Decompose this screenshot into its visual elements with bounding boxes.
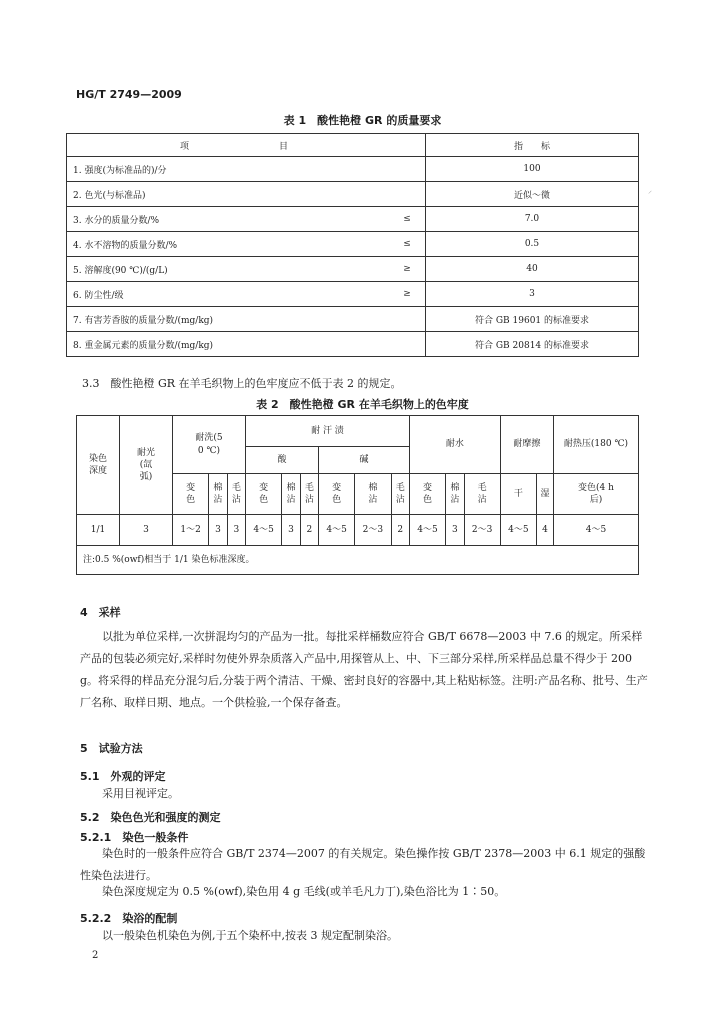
value-cell: 7.0: [426, 207, 639, 232]
table-row: [67, 182, 639, 207]
value-cell: 40: [426, 257, 639, 282]
table-row: [67, 207, 639, 232]
section-5-2-1-paragraph-2: 染色深度规定为 0.5 %(owf),染色用 4 g 毛线(或羊毛凡力丁),染色浴比为 1∶50。: [102, 885, 506, 898]
table1-col-value: 指 标: [426, 134, 639, 157]
section-5-1-paragraph: 采用目视评定。: [102, 787, 179, 800]
cell-press-change: 4～5: [554, 515, 639, 546]
item-cell: 5. 溶解度(90 ℃)/(g/L): [67, 257, 390, 282]
table2: [76, 415, 639, 575]
table2-note-row: [77, 546, 639, 575]
value-cell: 3: [426, 282, 639, 307]
header-depth: 染色深度: [77, 416, 120, 515]
value-cell: 近似～微: [426, 182, 639, 207]
cell-wash-change: 1～2: [173, 515, 209, 546]
clause-3-3: 3.3 酸性艳橙 GR 在羊毛织物上的色牢度应不低于表 2 的规定。: [82, 377, 402, 390]
sub-wool: 毛沾: [300, 474, 318, 515]
cell-acid-cotton: 3: [282, 515, 300, 546]
sub-press-change: 变色(4 h后): [554, 474, 639, 515]
item-cell: 1. 强度(为标准品的)/分: [67, 157, 390, 182]
table-row: [67, 307, 639, 332]
value-cell: 0.5: [426, 232, 639, 257]
cell-water-wool: 2～3: [464, 515, 500, 546]
header-rub: 耐摩擦: [500, 416, 553, 474]
item-cell: 2. 色光(与标准品): [67, 182, 390, 207]
sub-change: 变色: [246, 474, 282, 515]
section-5-2-heading: 5.2 染色色光和强度的测定: [80, 811, 221, 824]
cell-light: 3: [120, 515, 173, 546]
table1-col-item: 项 目: [67, 134, 426, 157]
table-row: [67, 157, 639, 182]
operator-cell: ≥: [389, 282, 426, 307]
sub-cotton: 棉沾: [282, 474, 300, 515]
header-press: 耐热压(180 ℃): [554, 416, 639, 474]
cell-water-change: 4～5: [409, 515, 445, 546]
section-4-paragraph: 以批为单位采样,一次拼混均匀的产品为一批。每批采样桶数应符合 GB/T 6678—2003 中 7.6 的规定。所采样产品的包装必须完好,采样时勿使外界杂质落入产品中,用探管从上、中、下三部分采样,所采样品总量不得少于 200 g。将采得的样品充分混匀后,分装于两个清洁、干燥、密封良好的容器中,其上粘贴标签。注明:产品名称、批号、生产厂名称、取样日期、地点。一个供检验,一个保存备查。: [80, 630, 648, 709]
table-row: [67, 332, 639, 357]
cell-acid-change: 4～5: [246, 515, 282, 546]
page-number: 2: [92, 950, 99, 961]
header-alkali: 碱: [319, 447, 410, 474]
section-5-2-2-heading: 5.2.2 染浴的配制: [80, 912, 178, 925]
table-row: [67, 257, 639, 282]
cell-alk-wool: 2: [391, 515, 409, 546]
operator-cell: [389, 157, 426, 182]
table-row: [67, 282, 639, 307]
header-water: 耐水: [409, 416, 500, 474]
item-cell: 8. 重金属元素的质量分数/(mg/kg): [67, 332, 390, 357]
item-cell: 6. 防尘性/级: [67, 282, 390, 307]
operator-cell: ≥: [389, 257, 426, 282]
item-cell: 7. 有害芳香胺的质量分数/(mg/kg): [67, 307, 390, 332]
sub-dry: 干: [500, 474, 536, 515]
section-5-heading: 5 试验方法: [80, 742, 143, 755]
operator-cell: ≤: [389, 232, 426, 257]
cell-wash-cotton: 3: [209, 515, 227, 546]
item-cell: 3. 水分的质量分数/%: [67, 207, 390, 232]
table1-header-row: [67, 134, 639, 157]
sub-change: 变色: [319, 474, 355, 515]
table-row: [67, 232, 639, 257]
value-cell: 100: [426, 157, 639, 182]
item-cell: 4. 水不溶物的质量分数/%: [67, 232, 390, 257]
sub-wool: 毛沾: [391, 474, 409, 515]
cell-alk-cotton: 2～3: [355, 515, 391, 546]
operator-cell: [389, 182, 426, 207]
section-5-2-2-paragraph: 以一般染色机染色为例,于五个染杯中,按表 3 规定配制染浴。: [102, 929, 398, 942]
table2-note: 注:0.5 %(owf)相当于 1/1 染色标准深度。: [77, 546, 639, 575]
header-wash: 耐洗(50 ℃): [173, 416, 246, 474]
cell-alk-change: 4～5: [319, 515, 355, 546]
header-acid: 酸: [246, 447, 319, 474]
cell-acid-wool: 2: [300, 515, 318, 546]
operator-cell: [389, 307, 426, 332]
sub-wet: 湿: [536, 474, 553, 515]
sub-change: 变色: [409, 474, 445, 515]
value-cell: 符合 GB 20814 的标准要求: [426, 332, 639, 357]
table2-header-row-1: [77, 416, 639, 447]
section-5-1-heading: 5.1 外观的评定: [80, 770, 166, 783]
cell-depth: 1/1: [77, 515, 120, 546]
sub-cotton: 棉沾: [209, 474, 227, 515]
section-4-heading: 4 采样: [80, 606, 121, 619]
header-sweat: 耐 汗 渍: [246, 416, 410, 447]
cell-water-cotton: 3: [446, 515, 464, 546]
sub-cotton: 棉沾: [446, 474, 464, 515]
table1-caption: 表 1 酸性艳橙 GR 的质量要求: [283, 114, 442, 127]
sub-change: 变色: [173, 474, 209, 515]
operator-cell: ≤: [389, 207, 426, 232]
sub-wool: 毛沾: [464, 474, 500, 515]
section-5-2-1-paragraph-1: 染色时的一般条件应符合 GB/T 2374—2007 的有关规定。染色操作按 GB/T 2378—2003 中 6.1 规定的强酸性染色法进行。: [80, 847, 646, 882]
cell-wash-wool: 3: [227, 515, 245, 546]
scan-mark: ⸝: [648, 186, 652, 195]
cell-rub-wet: 4: [536, 515, 553, 546]
operator-cell: [389, 332, 426, 357]
value-cell: 符合 GB 19601 的标准要求: [426, 307, 639, 332]
header-light: 耐光(氙弧): [120, 416, 173, 515]
standard-code: HG/T 2749—2009: [76, 88, 182, 101]
sub-cotton: 棉沾: [355, 474, 391, 515]
cell-rub-dry: 4～5: [500, 515, 536, 546]
table1: [66, 133, 639, 357]
table2-caption: 表 2 酸性艳橙 GR 在羊毛织物上的色牢度: [256, 398, 469, 411]
table-row: [77, 515, 639, 546]
section-5-2-1-heading: 5.2.1 染色一般条件: [80, 831, 189, 844]
sub-wool: 毛沾: [227, 474, 245, 515]
